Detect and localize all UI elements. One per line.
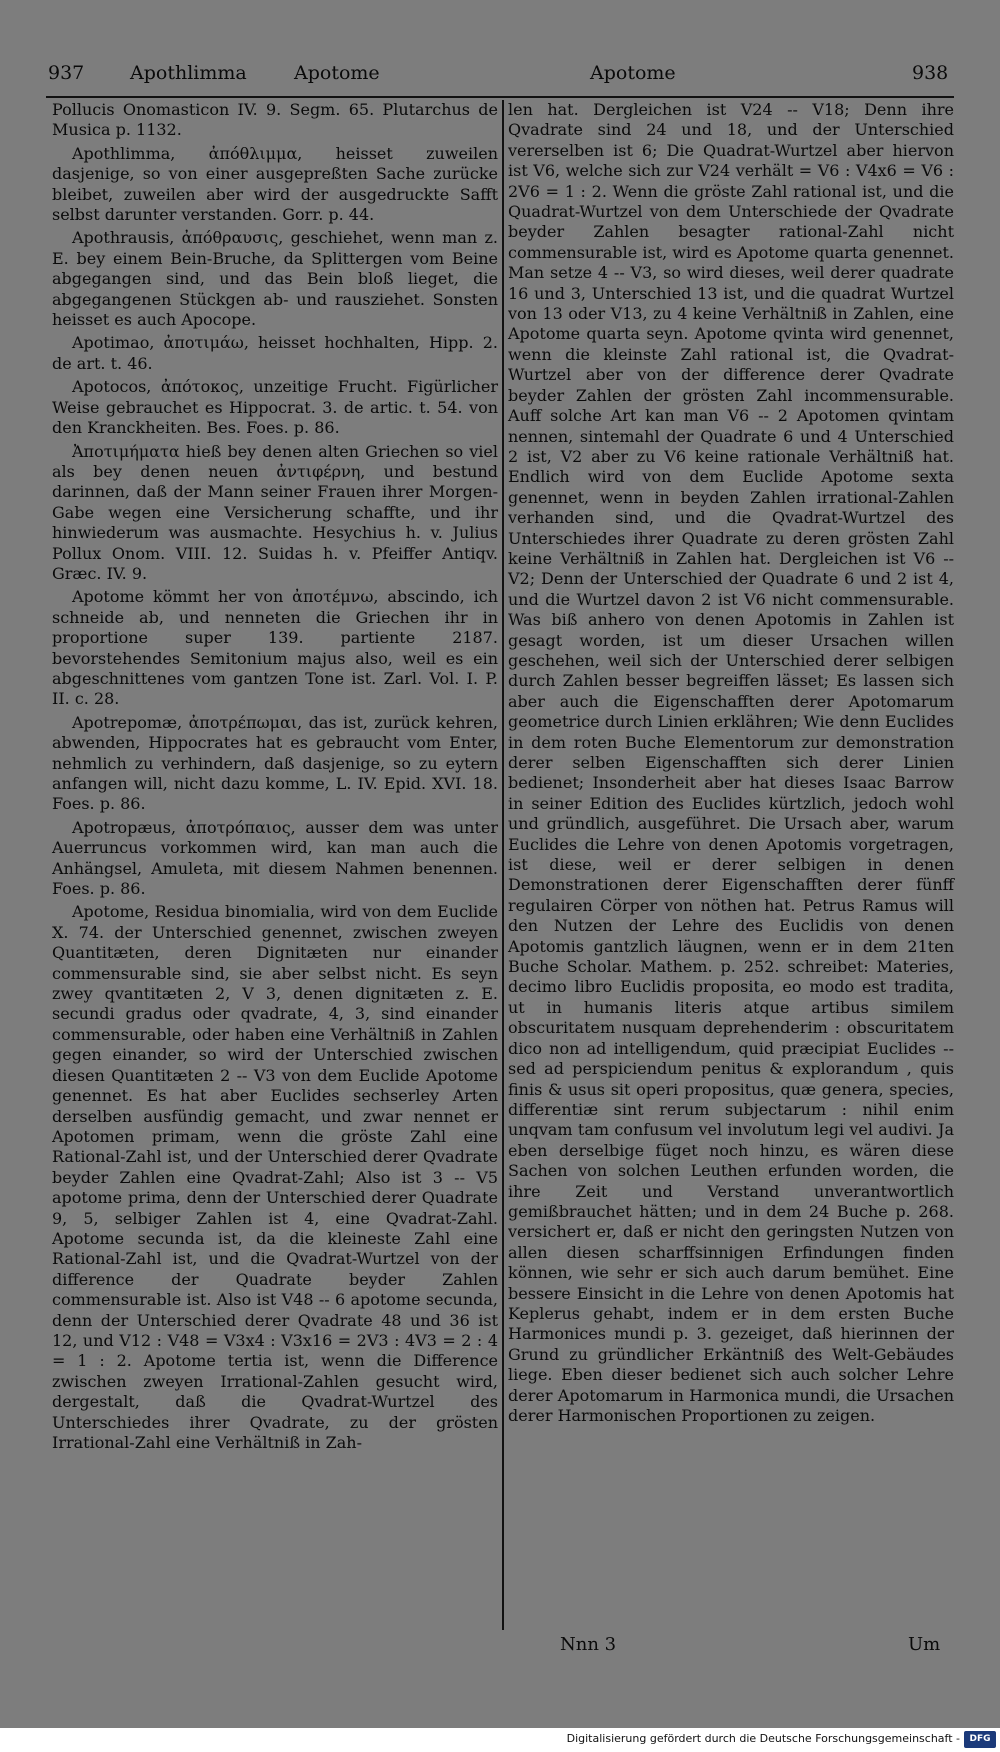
- page-number-right: 938: [912, 62, 949, 84]
- running-head-left-1: Apothlimma: [130, 62, 247, 84]
- paragraph: Apotrepomæ, ἀποτρέπωμαι, das ist, zurück kehren, abwenden, Hippocrates hat es gebraucht vom Enter, nehmlich zu verhindern, daß dasjenige, so zu eytern anfangen will, nicht dazu komme, L. IV. Epid. XVI. 18. Foes. p. 86.: [52, 712, 498, 814]
- footer-bar: [0, 1728, 1000, 1752]
- running-head-right: Apotome: [590, 62, 676, 84]
- paragraph: Apotome kömmt her von ἀποτέμνω, abscindo, ich schneide ab, und nenneten die Griechen ihr in proportione super 139. partiente 2187. bevorstehendes Semitonium majus also, weil es ein abgeschnittenes vom gantzen Tone ist. Zarl. Vol. I. P. II. c. 28.: [52, 587, 498, 709]
- header-rule: [46, 96, 954, 98]
- column-divider: [502, 100, 504, 1630]
- paragraph: Ἀποτιμήματα hieß bey denen alten Griechen so viel als bey denen neuen ἀντιφέρνη, und bestund darinnen, daß der Mann seiner Frauen ihrer Morgen-Gabe wegen eine Versicherung schaffte, und ihr hinwiederum was ausmachte. Hesychius h. v. Julius Pollux Onom. VIII. 12. Suidas h. v. Pfeiffer Antiqv. Græc. IV. 9.: [52, 441, 498, 583]
- paragraph: Apotimao, ἀποτιμάω, heisset hochhalten, Hipp. 2. de art. t. 46.: [52, 333, 498, 373]
- paragraph: Apotome, Residua binomialia, wird von dem Euclide X. 74. der Unterschied genennet, zwischen zweyen Quantitæten, deren Dignitæten nur einander commensurable sind, sie aber selbst nicht. Es seyn zwey qvantitæten 2, V 3, denen dignitæten z. E. secundi gradus oder qvadrate, 4, 3, sind einander commensurable, oder haben eine Verhältniß in Zahlen gegen einander, so wird der Unterschied zwischen diesen Quantitæten 2 -- V3 von dem Euclide Apotome genennet. Es hat aber Euclides sechserley Arten derselben ausfündig gemacht, und zwar nennet er Apotomen primam, wenn die gröste Zahl eine Rational-Zahl ist, und der Unterschied derer Qvadrate beyder Zahlen eine Qvadrat-Zahl; Also ist 3 -- V5 apotome prima, denn der Unterschied derer Quadrate 9, 5, selbiger Zahlen ist 4, eine Qvadrat-Zahl. Apotome secunda ist, da die kleineste Zahl eine Rational-Zahl ist, und die Qvadrat-Wurtzel von der difference der Quadrate beyder Zahlen commensurable ist. Also ist V48 -- 6 apotome secunda, denn der Unterschied derer Qvadrate 48 und 36 ist 12, und V12 : V48 = V3x4 : V3x16 = 2V3 : 4V3 = 2 : 4 = 1 : 2. Apotome tertia ist, wenn die Difference zwischen zweyen Irrational-Zahlen gesucht wird, dergestalt, daß die Qvadrat-Wurtzel des Unterschiedes ihrer Qvadrate, zu der grösten Irrational-Zahl eine Verhältniß in Zah-: [52, 902, 498, 1452]
- paragraph: Apotocos, ἀπότοκος, unzeitige Frucht. Figürlicher Weise gebrauchet es Hippocrat. 3. de artic. t. 54. von den Kranckheiten. Bes. Foes. p. 86.: [52, 377, 498, 438]
- paragraph: len hat. Dergleichen ist V24 -- V18; Denn ihre Qvadrate sind 24 und 18, und der Unterschied vererselben ist 6; Die Quadrat-Wurtzel aber hiervon ist V6, welche sich zur V24 verhält = V6 : V4x6 = V6 : 2V6 = 1 : 2. Wenn die gröste Zahl rational ist, und die Quadrat-Wurtzel von dem Unterschiede der Qvadrate beyder Zahlen besagter rational-Zahl nicht commensurable ist, wird es Apotome quarta genennet. Man setze 4 -- V3, so wird dieses, weil derer quadrate 16 und 3, Unterschied 13 ist, und die quadrat Wurtzel von 13 oder V13, zu 4 keine Verhältniß in Zahlen, eine Apotome quarta seyn. Apotome qvinta wird genennet, wenn die kleinste Zahl rational ist, die Qvadrat-Wurtzel aber von der difference derer Qvadrate beyder Zahlen der grösten Zahl incommensurable. Auff solche Art kan man V6 -- 2 Apotomen qvintam nennen, sintemahl der Quadrate 6 und 4 Unterschied 2 ist, V2 aber zu V6 keine rationale Verhältniß hat. Endlich wird von dem Euclide Apotome sexta genennet, wenn in beyden Zahlen irrational-Zahlen verhanden sind, und die Qvadrat-Wurtzel des Unterschiedes ihrer Quadrate zu deren grösten Zahl keine Verhältniß in Zahlen hat. Dergleichen ist V6 -- V2; Denn der Unterschied der Quadrate 6 und 2 ist 4, und die Wurtzel davon 2 ist V6 nicht commensurable. Was biß anhero von denen Apotomis in Zahlen ist gesagt worden, ist um dieser Ursachen willen geschehen, weil sich der Unterschied derer selbigen durch Zahlen besser begreiffen lässet; Es lassen sich aber auch die Eigenschafften derer Apotomarum geometrice durch Linien erklähren; Wie denn Euclides in dem roten Buche Elementorum zur demonstration derer selben Eigenschafften sich derer Linien bedienet; Insonderheit aber hat dieses Isaac Barrow in seiner Edition des Euclides kürtzlich, jedoch wohl und gründlich, ausgeführet. Die Ursach aber, warum Euclides die Lehre von denen Apotomis vorgetragen, ist diese, weil er derer selbigen in denen Demonstrationen derer Eigenschafften derer fünff regulairen Cörper von nöthen hat. Petrus Ramus will den Nutzen der Lehre des Euclidis von denen Apotomis gantzlich läugnen, wenn er in dem 21ten Buche Scholar. Mathem. p. 252. schreibet: Materies, decimo libro Euclidis proposita, eo modo est tradita, ut in humanis literis atque artibus similem obscuritatem nusquam deprehenderim : obscuritatem dico non ad intelligendum, quid præcipiat Euclides -- sed ad perspiciendum penitus & explorandum , quis finis & usus sit operi propositus, quæ genera, species, differentiæ sint rerum subjectarum : nihil enim unqvam tam confusum vel involutum legi vel audivi. Ja eben derselbige füget noch hinzu, es wären diese Sachen von solchen Leuthen erfunden worden, die ihre Zeit und Verstand unverantwortlich gemißbrauchet hätten; und in dem 24 Buche p. 268. versichert er, daß er nicht den geringsten Nutzen von allen diesen scharffsinnigen Erfindungen finden können, wie sehr er sich auch darum bemühet. Eine bessere Einsicht in die Lehre von denen Apotomis hat Keplerus gehabt, indem er in dem ersten Buche Harmonices mundi p. 3. gezeiget, daß hierinnen der Grund zu gründlicher Erkäntniß des Welt-Gebäudes liege. Eben dieser bedienet sich auch solcher Lehre derer Apotomarum in Harmonica mundi, die Ursachen derer Harmonischen Proportionen zu zeigen.: [508, 100, 954, 1425]
- paragraph: Pollucis Onomasticon IV. 9. Segm. 65. Plutarchus de Musica p. 1132.: [52, 100, 498, 140]
- right-column: [508, 100, 954, 1429]
- paragraph: Apothrausis, ἀπόθραυσις, geschiehet, wenn man z. E. bey einem Bein-Bruche, da Splittergen vom Beine abgegangen sind, und das Bein bloß lieget, die abgegangenen Stückgen ab- und rausziehet. Sonsten heisset es auch Apocope.: [52, 228, 498, 330]
- left-column: [52, 100, 498, 1456]
- paragraph: Apothlimma, ἀπόθλιμμα, heisset zuweilen dasjenige, so von einer ausgepreßten Sache zurücke bleibet, zuweilen aber wird der ausgedruckte Safft selbst darunter verstanden. Gorr. p. 44.: [52, 143, 498, 225]
- page-number-left: 937: [48, 62, 85, 84]
- catchword: Um: [908, 1634, 941, 1655]
- paragraph: Apotropæus, ἀποτρόπαιος, ausser dem was unter Auerruncus vorkommen wird, kan man auch die Anhängsel, Amuleta, mit diesem Nahmen benennen. Foes. p. 86.: [52, 817, 498, 899]
- page-header: [48, 62, 948, 92]
- funding-note: Digitalisierung gefördert durch die Deutsche Forschungsgemeinschaft -: [566, 1732, 960, 1745]
- running-head-left-2: Apotome: [294, 62, 380, 84]
- dfg-logo: DFG: [964, 1731, 996, 1748]
- signature-mark: Nnn 3: [560, 1634, 617, 1655]
